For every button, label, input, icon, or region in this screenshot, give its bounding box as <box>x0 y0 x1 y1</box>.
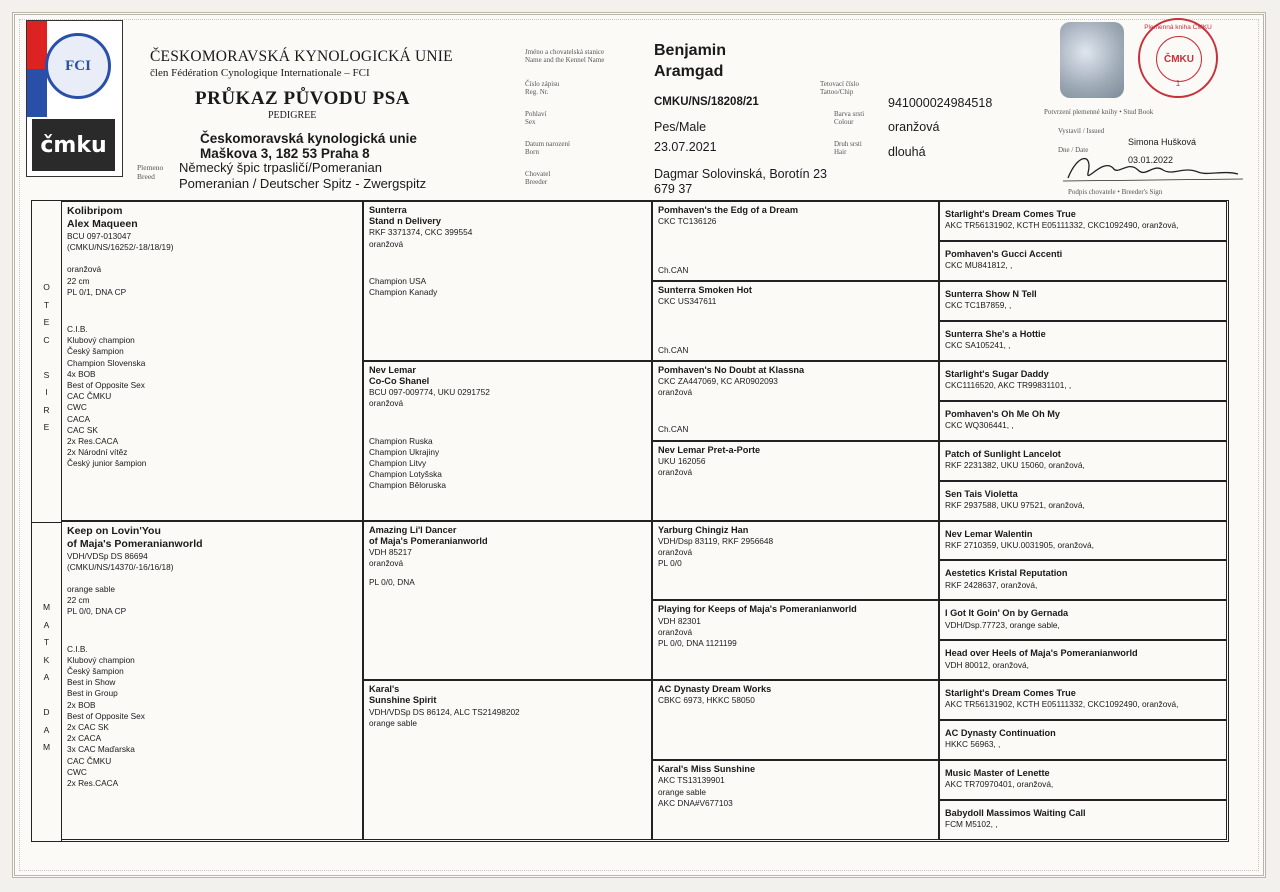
ancestor-detail-line: PL 0/0 <box>658 558 682 569</box>
gen3-ancestor-cell <box>652 600 939 680</box>
born-value: 23.07.2021 <box>654 140 717 154</box>
ancestor-name: Patch of Sunlight Lancelot <box>945 448 1061 459</box>
hair-label <box>834 140 862 156</box>
ancestor-detail-line: oranžová <box>369 558 404 569</box>
ancestor-detail-line: VDH 80012, oranžová, <box>945 659 1029 670</box>
ancestor-name-line-2: of Maja's Pomeranianworld <box>67 537 203 550</box>
ancestor-title-line: PL 0/0, DNA <box>369 577 415 588</box>
ancestor-title-line: C.I.B. <box>67 324 88 335</box>
document-subtitle: PEDIGREE <box>268 110 317 121</box>
gen3-ancestor-cell <box>652 361 939 441</box>
ancestor-detail-line: VDH/Dsp.77723, orange sable, <box>945 619 1060 630</box>
breed-label <box>137 163 163 181</box>
ancestor-detail-line: CKC MU841812, , <box>945 260 1013 271</box>
ancestor-name: Sunterra Smoken Hot <box>658 284 752 295</box>
ancestor-title-line: Champion Lotyšska <box>369 469 442 480</box>
side-letter: M <box>42 602 51 612</box>
breeder-label-cz: Chovatel <box>525 170 551 178</box>
reg-label-en: Reg. Nr. <box>525 88 549 96</box>
ancestor-title-line: Champion Ukrajiny <box>369 446 440 457</box>
born-label-en: Born <box>525 148 539 156</box>
ancestor-title: Ch.CAN <box>658 344 689 355</box>
gen3-ancestor-cell <box>652 281 939 361</box>
ancestor-name-line-2: Stand n Delivery <box>369 216 441 227</box>
ancestor-title-line: Champion Ruska <box>369 435 433 446</box>
side-letter: A <box>43 672 50 682</box>
chip-label-cz: Tetovací číslo <box>820 80 859 88</box>
ancestor-detail-line: RKF 2937588, UKU 97521, oranžová, <box>945 499 1085 510</box>
ancestor-title: Ch.CAN <box>658 264 689 275</box>
colour-label <box>834 110 864 126</box>
spacer <box>67 573 357 584</box>
ancestor-detail-line: oranžová <box>658 546 693 557</box>
ancestor-title-line: 2x BOB <box>67 699 96 710</box>
gen4-ancestor-cell <box>939 720 1227 760</box>
ancestor-detail-line: AKC TS13139901 <box>658 775 725 786</box>
ancestor-title-line: CWC <box>67 402 87 413</box>
side-letter: A <box>43 724 50 735</box>
ancestor-reg-line: (CMKU/NS/16252/-18/18/19) <box>67 242 174 253</box>
ancestor-title-line: Klubový champion <box>67 654 135 665</box>
gen4-ancestor-cell <box>939 321 1227 361</box>
sex-value: Pes/Male <box>654 120 707 134</box>
gen4-ancestor-cell <box>939 800 1227 840</box>
colour-value: oranžová <box>888 120 940 134</box>
ancestor-detail-line: UKU 162056 <box>658 455 706 466</box>
ancestor-name: I Got It Goin' On by Gernada <box>945 608 1069 619</box>
pedigree-table <box>31 200 1229 842</box>
ancestor-detail-line: CKC TC1B7859, , <box>945 300 1012 311</box>
ancestor-title-line: CACA <box>67 413 91 424</box>
ancestor-detail-line: oranžová <box>369 398 404 409</box>
studbook-label: Potvrzení plemenné knihy • Stud Book <box>1044 108 1154 116</box>
ancestor-name: Pomhaven's No Doubt at Klassna <box>658 364 805 375</box>
gen3-ancestor-cell <box>652 521 939 601</box>
ancestor-detail-line: VDH 85217 <box>369 546 412 557</box>
ancestor-detail-line: RKF 2428637, oranžová, <box>945 579 1038 590</box>
ancestor-detail-line: CKC WQ306441, , <box>945 419 1014 430</box>
ancestor-detail-line: orange sable <box>369 717 417 728</box>
ancestor-detail-line: VDH 82301 <box>658 615 701 626</box>
ancestor-title-line: CAC ČMKU <box>67 391 112 402</box>
ancestor-detail-line: 22 cm <box>67 275 90 286</box>
spacer <box>369 569 646 577</box>
gen2-ancestor-cell <box>363 201 652 361</box>
gen4-ancestor-cell <box>939 680 1227 720</box>
ancestor-name: Starlight's Dream Comes True <box>945 209 1076 219</box>
gen4-ancestor-cell <box>939 521 1227 561</box>
ancestor-title-line: Champion Kanady <box>369 287 438 298</box>
ancestor-title-line: Best in Group <box>67 688 118 699</box>
breeder-line-1: Dagmar Solovinská, Borotín 23 <box>654 167 828 181</box>
ancestor-detail-line: CKC TC136126 <box>658 216 717 227</box>
ancestor-detail-line: orange sable <box>658 786 706 797</box>
ancestor-name: Sen Tais Violetta <box>945 488 1018 499</box>
org-name: ČESKOMORAVSKÁ KYNOLOGICKÁ UNIE <box>150 48 453 65</box>
gen3-ancestor-cell <box>652 201 939 281</box>
fci-logo-text: FCI <box>65 57 91 74</box>
ancestor-name-line-1: Sunterra <box>369 205 407 215</box>
born-label <box>525 140 570 156</box>
ancestor-detail-line: CKC US347611 <box>658 296 717 307</box>
side-letter: E <box>43 422 50 432</box>
cmku-emblem-icon <box>32 119 115 171</box>
ancestor-name-line-2: Sunshine Spirit <box>369 695 437 706</box>
ancestor-detail-line: PL 0/1, DNA CP <box>67 286 127 297</box>
ancestor-name: Pomhaven's the Edg of a Dream <box>658 205 799 215</box>
side-letter: C <box>43 334 50 345</box>
ancestor-title-line: 2x Národní vítěz <box>67 447 128 458</box>
ancestor-name-line-1: Karal's <box>369 684 400 695</box>
breeder-label-en: Breeder <box>525 178 548 186</box>
ancestor-name-line-2: Co-Co Shanel <box>369 375 430 386</box>
gen3-ancestor-cell <box>652 680 939 760</box>
ancestor-title-line: CWC <box>67 766 87 777</box>
ancestor-name-line-2: Alex Maqueen <box>67 218 138 230</box>
ancestor-detail-line: BCU 097-009774, UKU 0291752 <box>369 387 490 398</box>
date-label: Dne / Date <box>1058 146 1089 154</box>
ancestor-detail-line: CKC ZA447069, KC AR0902093 <box>658 375 778 386</box>
ancestor-detail-line: AKC DNA#V677103 <box>658 797 733 808</box>
dog-name <box>654 40 726 82</box>
seal-area <box>1058 18 1243 108</box>
ancestor-title-line: Best of Opposite Sex <box>67 380 145 391</box>
gen4-ancestor-cell <box>939 201 1227 241</box>
ancestor-name: Starlight's Dream Comes True <box>945 688 1076 699</box>
ancestor-name: Head over Heels of Maja's Pomeranianworld <box>945 648 1138 659</box>
ancestor-title-line: Champion Běloruska <box>369 480 447 491</box>
spacer <box>67 618 357 644</box>
side-letter: K <box>43 654 50 665</box>
ancestor-name: Nev Lemar Pret-a-Porte <box>658 444 761 455</box>
breeder-sign-label: Podpis chovatele • Breeder's Sign <box>1068 188 1163 196</box>
ancestor-title-line: Best in Show <box>67 677 116 688</box>
dog-name-line-2: Aramgad <box>654 63 724 80</box>
ancestor-detail-line: AKC TR70970401, oranžová, <box>945 779 1054 790</box>
ancestor-name: Aestetics Kristal Reputation <box>945 568 1068 579</box>
issue-date: 03.01.2022 <box>1128 155 1174 165</box>
gen4-ancestor-cell <box>939 760 1227 800</box>
ancestor-detail-line: CKC SA105241, , <box>945 340 1011 351</box>
breeder-line-2: 679 37 <box>654 182 693 196</box>
ancestor-name: Pomhaven's Gucci Accenti <box>945 248 1063 259</box>
ancestor-title-line: Best of Opposite Sex <box>67 710 145 721</box>
ancestor-detail-line: oranžová <box>658 387 693 398</box>
ancestor-title-line: 3x CAC Maďarska <box>67 744 135 755</box>
ancestor-name: Sunterra She's a Hottie <box>945 328 1046 339</box>
ancestor-detail-line: FCM M5102, , <box>945 819 998 830</box>
ancestor-detail-line: oranžová <box>658 626 693 637</box>
side-letter: D <box>43 707 50 717</box>
ancestor-title-line: 2x CAC SK <box>67 721 109 732</box>
ancestor-name-line-1: Amazing Li'l Dancer <box>369 524 457 535</box>
issued-by: Simona Hušková <box>1128 137 1197 147</box>
ancestor-name: Music Master of Lenette <box>945 768 1050 779</box>
ancestor-title-line: CAC ČMKU <box>67 755 112 766</box>
side-letter: T <box>43 637 50 647</box>
cmku-logo-text: čmku <box>40 132 107 158</box>
stamp-number: 1 <box>1175 79 1181 88</box>
gen4-ancestor-cell <box>939 481 1227 521</box>
ancestor-title-line: Český junior šampion <box>67 458 147 469</box>
ancestor-detail-line: PL 0/0, DNA CP <box>67 606 127 617</box>
side-letter <box>32 349 61 367</box>
gen1-ancestor-cell <box>61 521 363 841</box>
ancestor-title: Ch.CAN <box>658 424 689 435</box>
ancestor-name: Nev Lemar Walentin <box>945 528 1033 539</box>
spacer <box>67 298 357 324</box>
gen4-ancestor-cell <box>939 281 1227 321</box>
hair-value: dlouhá <box>888 145 926 159</box>
chip-number: 941000024984518 <box>888 96 993 110</box>
gen4-ancestor-cell <box>939 361 1227 401</box>
org-address-block <box>200 131 417 161</box>
stamp-inner-ring: ČMKU <box>1156 36 1202 82</box>
ancestor-title-line: Klubový champion <box>67 335 135 346</box>
hair-label-en: Hair <box>834 148 847 156</box>
side-letter: A <box>43 619 50 630</box>
gen4-ancestor-cell <box>939 640 1227 680</box>
ancestor-title-line: C.I.B. <box>67 643 88 654</box>
gen4-ancestor-cell <box>939 401 1227 441</box>
sex-label-cz: Pohlaví <box>525 110 547 118</box>
gen4-ancestor-cell <box>939 441 1227 481</box>
ancestor-detail-line: AKC TR56131902, KCTH E05111332, CKC1092490, oranžová, <box>945 220 1179 231</box>
gen2-ancestor-cell <box>363 361 652 521</box>
ancestor-name: AC Dynasty Continuation <box>945 728 1056 739</box>
ancestor-name-line-1: Keep on Lovin'You <box>67 524 161 537</box>
born-label-cz: Datum narození <box>525 140 570 148</box>
ancestor-title-line: 2x Res.CACA <box>67 777 119 788</box>
ancestor-name: Karal's Miss Sunshine <box>658 764 756 775</box>
side-letter <box>32 687 61 705</box>
ancestor-detail-line: CKC1116520, AKC TR99831101, , <box>945 379 1072 390</box>
hologram-sticker-icon <box>1060 22 1124 98</box>
org-member: člen Fédération Cynologique Internationale – FCI <box>150 67 370 79</box>
ancestor-detail-line: oranžová <box>67 264 102 275</box>
ancestor-detail-line: oranžová <box>369 238 404 249</box>
side-letter: O <box>43 282 50 292</box>
org-address: Maškova 3, 182 53 Praha 8 <box>200 146 370 161</box>
ancestor-title-line: 2x Res.CACA <box>67 436 119 447</box>
ancestor-name: Playing for Keeps of Maja's Pomeranianworld <box>658 604 857 615</box>
ancestor-title-line: Champion Slovenska <box>67 357 146 368</box>
ancestor-detail-line: RKF 2710359, UKU.0031905, oranžová, <box>945 539 1094 550</box>
side-letter: E <box>43 317 50 327</box>
breed-line-2: Pomeranian / Deutscher Spitz - Zwergspitz <box>179 176 427 191</box>
ancestor-detail-line: VDH/Dsp 83119, RKF 2956648 <box>658 535 774 546</box>
cmku-fci-logo <box>26 20 123 177</box>
chip-label <box>820 80 859 96</box>
gen4-ancestor-cell <box>939 241 1227 281</box>
sire-side-label <box>32 201 62 522</box>
ancestor-title-line: Champion USA <box>369 275 427 286</box>
spacer <box>369 250 646 276</box>
ancestor-name: Pomhaven's Oh Me Oh My <box>945 408 1061 419</box>
dam-side-label <box>32 522 62 842</box>
ancestor-detail-line: RKF 3371374, CKC 399554 <box>369 227 473 238</box>
ancestor-title-line: CAC SK <box>67 424 98 435</box>
colour-label-en: Colour <box>834 118 854 126</box>
document-title: PRŮKAZ PŮVODU PSA <box>195 88 411 109</box>
hair-label-cz: Druh srsti <box>834 140 862 148</box>
reg-label <box>525 80 559 96</box>
ancestor-detail-line: PL 0/0, DNA 1121199 <box>658 637 737 648</box>
studbook-stamp-icon <box>1138 18 1218 98</box>
ancestor-detail-line: oranžová <box>658 467 693 478</box>
dog-name-line-1: Benjamin <box>654 42 727 59</box>
side-letter: S <box>43 369 50 380</box>
gen3-ancestor-cell <box>652 760 939 840</box>
breed-line-1: Německý špic trpasličí/Pomeranian <box>179 160 383 175</box>
breeder-value <box>654 167 827 197</box>
ancestor-detail-line: 22 cm <box>67 595 90 606</box>
ancestor-name: Starlight's Sugar Daddy <box>945 368 1049 379</box>
ancestor-name-line-1: Kolibripom <box>67 205 123 217</box>
ancestor-name: Sunterra Show N Tell <box>945 288 1037 299</box>
gen3-ancestor-cell <box>652 441 939 521</box>
side-letter: R <box>43 404 50 415</box>
issued-label: Vystavil / Issued <box>1058 127 1105 135</box>
signature-scribble-icon <box>1058 148 1248 188</box>
breeder-label <box>525 170 550 186</box>
name-label-en: Name and the Kennel Name <box>525 56 605 64</box>
reg-label-cz: Číslo zápisu <box>525 80 560 88</box>
ancestor-detail-line: HKKC 56963, , <box>945 739 1001 750</box>
ancestor-detail-line: RKF 2231382, UKU 15060, oranžová, <box>945 459 1085 470</box>
ancestor-detail-line: orange sable <box>67 583 115 594</box>
name-label-cz: Jméno a chovatelská stanice <box>525 48 605 56</box>
chip-label-en: Tattoo/Chip <box>820 88 854 96</box>
ancestor-name: Babydoll Massimos Waiting Call <box>945 808 1086 819</box>
ancestor-title-line: Český šampion <box>67 346 124 357</box>
ancestor-reg-line: VDH/VDSp DS 86694 <box>67 550 148 561</box>
gen2-ancestor-cell <box>363 680 652 840</box>
flag-stripes <box>27 21 47 117</box>
ancestor-reg-line: BCU 097-013047 <box>67 231 132 241</box>
ancestor-name: Yarburg Chingiz Han <box>658 524 749 535</box>
name-label <box>525 48 604 64</box>
ancestor-reg-line: (CMKU/NS/14370/-16/16/18) <box>67 561 174 572</box>
ancestor-name-line-2: of Maja's Pomeranianworld <box>369 535 488 546</box>
gen1-ancestor-cell <box>61 201 363 521</box>
breed-value <box>179 160 426 192</box>
ancestor-name: AC Dynasty Dream Works <box>658 684 772 695</box>
gen2-ancestor-cell <box>363 521 652 681</box>
sex-label <box>525 110 546 126</box>
side-letter: M <box>42 742 51 752</box>
ancestor-title-line: Český šampion <box>67 665 124 676</box>
gen4-ancestor-cell <box>939 560 1227 600</box>
spacer <box>67 253 357 264</box>
breed-label-en: Breed <box>137 172 155 181</box>
org-name-secondary: Českomoravská kynologická unie <box>200 131 417 146</box>
gen4-ancestor-cell <box>939 600 1227 640</box>
side-letter: I <box>45 387 48 397</box>
ancestor-name-line-1: Nev Lemar <box>369 364 416 375</box>
colour-label-cz: Barva srsti <box>834 110 865 118</box>
registration-number: CMKU/NS/18208/21 <box>654 96 759 108</box>
ancestor-detail-line: CBKC 6973, HKKC 58050 <box>658 695 755 706</box>
sex-label-en: Sex <box>525 118 536 126</box>
fci-emblem-icon <box>45 33 111 99</box>
ancestor-detail-line: AKC TR56131902, KCTH E05111332, CKC1092490, oranžová, <box>945 699 1179 710</box>
spacer <box>369 410 646 436</box>
ancestor-title-line: 4x BOB <box>67 368 96 379</box>
side-letter: T <box>43 299 50 310</box>
ancestor-title-line: 2x CACA <box>67 733 102 744</box>
ancestor-detail-line: VDH/VDSp DS 86124, ALC TS21498202 <box>369 706 520 717</box>
breed-label-cz: Plemeno <box>137 163 164 172</box>
ancestor-title-line: Champion Litvy <box>369 457 427 468</box>
stamp-top-text: Plemenná kniha ČMKU <box>1144 24 1212 31</box>
